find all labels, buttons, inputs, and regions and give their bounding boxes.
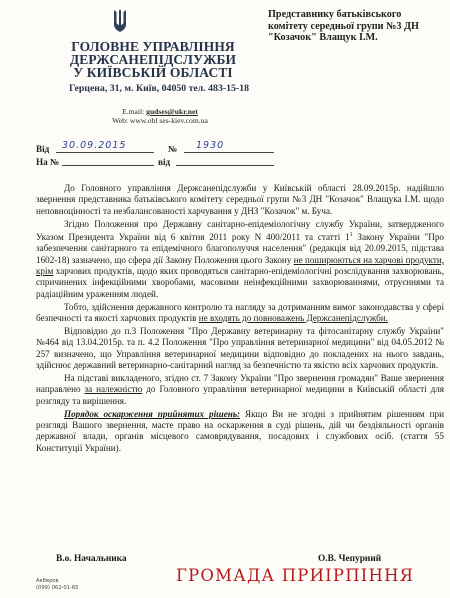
ref-date-handwritten: 30.09.2015: [62, 140, 127, 151]
recipient-line-1: Представнику батьківського: [268, 9, 402, 20]
ref-number-handwritten: 1930: [196, 140, 225, 151]
org-line-2: ДЕРЖСАНЕПІДСЛУЖБИ: [69, 52, 237, 67]
executor-info: [36, 578, 78, 591]
organization-name: [40, 40, 266, 79]
ref-to-date-line: [176, 155, 274, 166]
recipient-line-3: "Козачок" Влащук І.М.: [268, 32, 378, 43]
org-address: Герцена, 31, м. Київ, 04050 тел. 483-15-18: [69, 83, 249, 94]
signer-name: О.В. Чепурний: [318, 554, 382, 564]
email-label: E.mail:: [122, 107, 145, 116]
email-link[interactable]: gudses@ukr.net: [146, 107, 198, 116]
ref-to-label: На №: [36, 157, 60, 167]
ref-to-line: [62, 155, 154, 166]
paragraph-1: До Головного управління Держсанепідслужби у Київській області 28.09.2015р. надійшло звернення представника батьківського комітету середньої групи №3 ДН "Козачок" Влащука І.М. щодо неповноцінності та незбалансованості харчування у ДНЗ "Козачок" м. Буча.: [36, 183, 444, 216]
signer-position: В.о. Начальника: [56, 554, 127, 564]
ref-number-label: №: [168, 144, 178, 154]
org-line-1: ГОЛОВНЕ УПРАВЛІННЯ: [71, 39, 235, 54]
executor-phone: (099) 062-01-65: [36, 584, 79, 591]
recipient-line-2: комітету середньої групи №3 ДН: [268, 20, 419, 32]
paragraph-5: На підставі викладеного, згідно ст. 7 Закону України "Про звернення громадян" Ваше звернення направлено за належністю до Головного управління ветеринарної медицини в Київській області для розгляду та вирішення.: [36, 372, 445, 406]
web-link[interactable]: www.obl ses-kiev.com.ua: [129, 116, 208, 125]
paragraph-4: Відповідно до п.3 Положення "Про Державну ветеринарну та фітосанітарну службу України" №464 від 13.04.2015р. та п. 4.2 Положення "Про управління ветеринарної медицини" від 04.05.2012 № 257 визначено, що Управління ветеринарної медицини відповідно до покладених на нього завдань, здійснює державний ветеринарно-санітарний нагляд за безпечністю та якістю всіх харчових продуктів.: [36, 326, 444, 370]
paragraph-3: Тобто, здійснення державного контролю та нагляду за дотриманням вимог законодавства у сфері безпечності та якості харчових продуктів не входять до повноважень Держсанепідслужби.: [36, 301, 444, 323]
paragraph-6: Порядок оскарження прийнятих рішень: Якщо Ви не згодні з прийнятим рішенням при розгляді Вашого звернення, маєте право на оскарження в суді рішень, дій чи бездіяльності органів державної влади, органів місцевого самоврядування, посадових і службових осіб. (стаття 55 Конституції України).: [36, 408, 444, 453]
ref-to-from-label: від: [158, 157, 171, 167]
org-contacts: [40, 107, 280, 125]
web-label: Web:: [112, 116, 129, 125]
community-watermark: ГРОМАДА ПРИІРПІННЯ: [176, 566, 415, 585]
org-line-3: У КИЇВСЬКІЙ ОБЛАСТІ: [73, 65, 233, 80]
letter-body: [36, 183, 444, 456]
executor-name: Акберов: [36, 578, 59, 584]
paragraph-2: Згідно Положення про Державну санітарно-епідеміологічну службу України, затвердженого Указом Президента України від 6 квітня 2011 року N 400/2011 та статті $1^1$ Закону України "Про забезпечення санітарного та епідемічного благополуччя населення" (редакція від 20.09.2015, підстава 1602-18) зазначено, що сфера дії Закону Положення цього Закону не поширюються на харчові продукти, крім харчових продуктів, щодо яких проводяться санітарно-епідеміологічні розслідування захворювань, спричинених інфекційними хворобами, масовими неінфекційними захворюваннями, отруєннями та радіаційним ураженням людей.: [36, 218, 444, 299]
ref-from-label: Від: [36, 144, 50, 154]
recipient-block: [268, 9, 446, 44]
trident-emblem-icon: [113, 8, 127, 34]
